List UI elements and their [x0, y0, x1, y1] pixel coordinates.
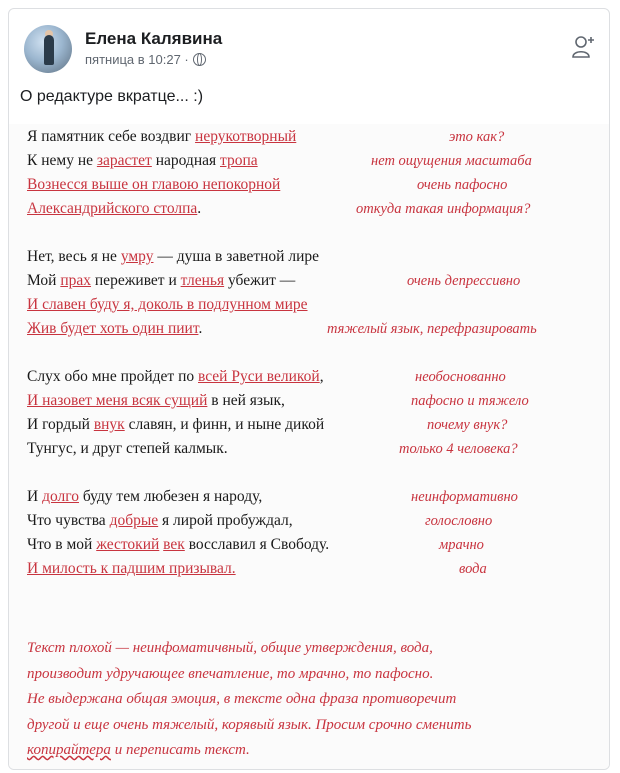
post-timestamp[interactable]: пятница в 10:27 ·: [85, 52, 189, 67]
editor-note: пафосно и тяжело: [411, 393, 529, 409]
poem-fragment: И гордый: [27, 416, 94, 433]
poem-fragment: Что чувства: [27, 512, 110, 529]
poem-highlight: И милость к падшим призывал.: [27, 560, 236, 577]
poem-line: [27, 200, 201, 218]
poem-highlight: нерукотворный: [195, 128, 297, 145]
add-friend-icon[interactable]: [571, 33, 597, 59]
poem-line: [27, 488, 262, 506]
poem-highlight: И назовет меня всяк сущий: [27, 392, 208, 409]
editor-note: это как?: [449, 129, 505, 145]
editor-note: необоснованно: [415, 369, 506, 385]
poem-highlight: прах: [60, 272, 92, 289]
poem-fragment: переживет и: [91, 272, 181, 289]
poem-fragment: Нет, весь я не: [27, 248, 121, 265]
poem-fragment: я лирой пробуждал,: [158, 512, 293, 529]
summary-line-last: [27, 738, 597, 764]
poem-highlight: Вознесся выше он главою непокорной: [27, 176, 281, 193]
poem-fragment: восславил я Свободу.: [184, 536, 330, 553]
poem-fragment: Мой: [27, 272, 61, 289]
poem-highlight: И славен буду я, доколь в подлунном мире: [27, 296, 308, 313]
post-image[interactable]: [9, 124, 609, 769]
poem-highlight: Александрийского столпа: [27, 200, 198, 217]
poem-fragment: К нему не: [27, 152, 97, 169]
poem-line: [27, 416, 324, 434]
poem-fragment: убежит —: [224, 272, 296, 289]
poem-line: [27, 320, 202, 338]
poem-fragment: .: [197, 200, 202, 217]
author-name[interactable]: Елена Калявина: [85, 29, 223, 48]
post-meta: [85, 52, 206, 67]
poem-line: [27, 560, 236, 578]
poem-line: [27, 152, 258, 170]
poem-fragment: — душа в заветной лире: [153, 248, 319, 265]
poem-highlight: Жив будет хоть один пиит: [27, 320, 199, 337]
poem-line: [27, 368, 324, 386]
poem-line: [27, 248, 319, 266]
poem-line: [27, 440, 228, 458]
summary-line: Текст плохой — неинфоматичвный, общие утверждения, вода,: [27, 640, 433, 656]
post-header: [9, 9, 609, 124]
avatar-figure: [44, 35, 54, 65]
poem-fragment: славян, и финн, и ныне дикой: [124, 416, 325, 433]
post-caption: О редактуре вкратце... :): [20, 88, 204, 105]
poem-highlight: добрые: [109, 512, 159, 529]
poem-fragment: Тунгус, и друг степей калмык.: [27, 440, 228, 457]
avatar[interactable]: [24, 25, 72, 73]
editor-note: неинформативно: [411, 489, 518, 505]
summary-line: другой и еще очень тяжелый, корявый язык. Просим срочно сменить: [27, 716, 472, 733]
poem-fragment: буду тем любезен я народу,: [78, 488, 263, 505]
poem-fragment: Что в мой: [27, 536, 97, 553]
poem-line: [27, 296, 308, 314]
poem-line: [27, 128, 296, 146]
poem-highlight: умру: [120, 248, 154, 265]
summary-wavy-word: копирайтера: [27, 742, 111, 758]
poem-highlight: тропа: [220, 152, 258, 169]
editor-summary: [27, 636, 597, 764]
editor-note: почему внук?: [427, 417, 508, 433]
poem-fragment: .: [198, 320, 203, 337]
poem-highlight: тленья: [180, 272, 225, 289]
poem-highlight: век: [163, 536, 185, 553]
summary-rest: и переписать текст.: [110, 742, 250, 758]
poem-line: [27, 512, 293, 530]
poem-highlight: внук: [93, 416, 125, 433]
editor-note: вода: [459, 561, 487, 577]
summary-line: производит удручающее впечатление, то мрачно, то пафосно.: [27, 665, 434, 682]
poem-line: [27, 392, 285, 410]
summary-line: Не выдержана общая эмоция, в тексте одна фраза противоречит: [27, 691, 457, 707]
poem-fragment: Слух обо мне пройдет по: [27, 368, 198, 385]
editor-note: нет ощущения масштаба: [371, 153, 532, 169]
post-card: [8, 8, 610, 770]
editor-note: очень пафосно: [417, 177, 508, 193]
poem-fragment: ,: [319, 368, 324, 385]
poem-line: [27, 176, 280, 194]
globe-icon: [193, 53, 206, 66]
poem-highlight: долго: [42, 488, 79, 505]
poem-highlight: жестокий: [96, 536, 160, 553]
poem-line: [27, 272, 295, 290]
poem-fragment: Я памятник себе воздвиг: [27, 128, 196, 145]
poem-fragment: в ней язык,: [207, 392, 285, 409]
editor-note: голословно: [425, 513, 493, 529]
poem-fragment: народная: [151, 152, 220, 169]
poem-highlight: зарастет: [96, 152, 152, 169]
editor-note: откуда такая информация?: [356, 201, 531, 217]
poem-line: [27, 536, 329, 554]
editor-note: тяжелый язык, перефразировать: [327, 321, 537, 337]
editor-note: мрачно: [439, 537, 484, 553]
poem-fragment: И: [27, 488, 43, 505]
editor-note: очень депрессивно: [407, 273, 521, 289]
editor-note: только 4 человека?: [399, 441, 518, 457]
poem-highlight: всей Руси великой: [198, 368, 320, 385]
